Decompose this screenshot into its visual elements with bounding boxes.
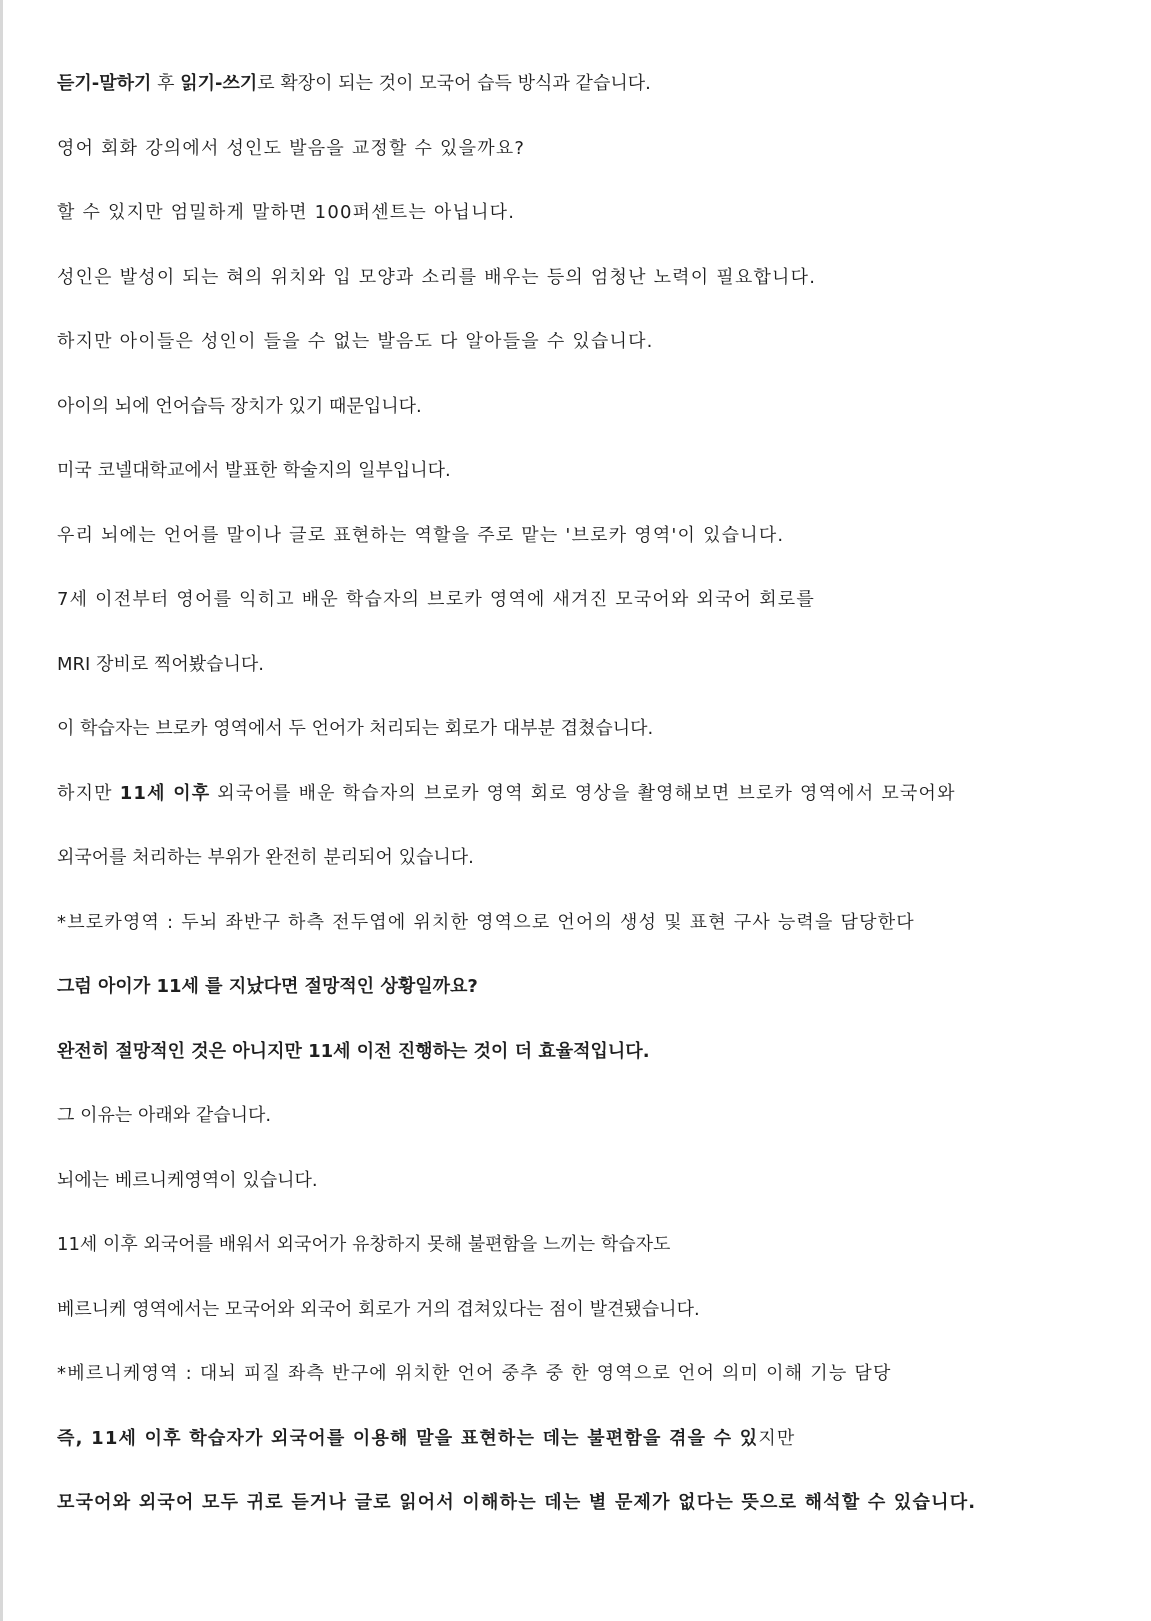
text-run: 그 이유는 아래와 같습니다. bbox=[57, 1105, 272, 1126]
text-run: 우리 뇌에는 언어를 말이나 글로 표현하는 역할을 주로 맡는 '브로카 영역'이 있습니다. bbox=[57, 524, 785, 546]
text-run: 지만 bbox=[758, 1427, 796, 1449]
paragraph-line bbox=[57, 1103, 1117, 1168]
text-run: 미국 코넬대학교에서 발표한 학술지의 일부입니다. bbox=[57, 460, 451, 481]
paragraph-line bbox=[57, 1426, 1117, 1491]
paragraph-line bbox=[57, 394, 1117, 459]
text-run: 하지만 아이들은 성인이 들을 수 없는 발음도 다 알아들을 수 있습니다. bbox=[57, 331, 654, 352]
paragraph-line bbox=[57, 1361, 1117, 1426]
paragraph-line bbox=[57, 1490, 1117, 1555]
text-run: 이 학습자는 브로카 영역에서 두 언어가 처리되는 회로가 대부분 겹쳤습니다. bbox=[57, 718, 654, 739]
bold-text-run: 그럼 아이가 11세 를 지났다면 절망적인 상황일까요? bbox=[57, 976, 478, 997]
text-run: 베르니케 영역에서는 모국어와 외국어 회로가 거의 겹쳐있다는 점이 발견됐습니다. bbox=[57, 1298, 700, 1320]
text-run: 7세 이전부터 영어를 익히고 배운 학습자의 브로카 영역에 새겨진 모국어와 외국어 회로를 bbox=[57, 589, 815, 610]
bold-text-run: 완전히 절망적인 것은 아니지만 11세 이전 진행하는 것이 더 효율적입니다. bbox=[57, 1040, 650, 1062]
paragraph-line bbox=[57, 845, 1117, 910]
paragraph-line bbox=[57, 1168, 1117, 1233]
bold-text-run: 읽기-쓰기 bbox=[180, 73, 258, 94]
paragraph-line bbox=[57, 200, 1117, 265]
text-run: 11세 이후 외국어를 배워서 외국어가 유창하지 못해 불편함을 느끼는 학습자도 bbox=[57, 1234, 671, 1255]
bold-text-run: 듣기-말하기 bbox=[57, 73, 152, 94]
text-run: 하지만 bbox=[57, 782, 120, 804]
text-run: 아이의 뇌에 언어습득 장치가 있기 때문입니다. bbox=[57, 395, 422, 417]
page-left-border bbox=[0, 0, 3, 1621]
paragraph-line bbox=[57, 458, 1117, 523]
paragraph-line bbox=[57, 910, 1117, 975]
bold-text-run: 모국어와 외국어 모두 귀로 듣거나 글로 읽어서 이해하는 데는 별 문제가 없다는 뜻으로 해석할 수 있습니다. bbox=[57, 1492, 977, 1513]
paragraph-line bbox=[57, 265, 1117, 330]
paragraph-line bbox=[57, 974, 1117, 1039]
paragraph-line bbox=[57, 136, 1117, 201]
text-run: *브로카영역 : 두뇌 좌반구 하측 전두엽에 위치한 영역으로 언어의 생성 및 표현 구사 능력을 담당한다 bbox=[57, 911, 915, 933]
bold-text-run: 즉, 11세 이후 학습자가 외국어를 이용해 말을 표현하는 데는 불편함을 겪을 수 있 bbox=[57, 1427, 759, 1449]
paragraph-line bbox=[57, 652, 1117, 717]
paragraph-line bbox=[57, 1297, 1117, 1362]
text-run: *베르니케영역 : 대뇌 피질 좌측 반구에 위치한 언어 중추 중 한 영역으로 언어 의미 이해 기능 담당 bbox=[57, 1363, 892, 1384]
paragraph-line bbox=[57, 523, 1117, 588]
document-page bbox=[57, 71, 1117, 1555]
text-run: 성인은 발성이 되는 혀의 위치와 입 모양과 소리를 배우는 등의 엄청난 노력이 필요합니다. bbox=[57, 266, 817, 288]
text-run: MRI 장비로 찍어봤습니다. bbox=[57, 653, 265, 675]
text-run: 로 확장이 되는 것이 모국어 습득 방식과 같습니다. bbox=[257, 73, 651, 94]
paragraph-line bbox=[57, 587, 1117, 652]
paragraph-line bbox=[57, 781, 1117, 846]
text-run: 할 수 있지만 엄밀하게 말하면 100퍼센트는 아닙니다. bbox=[57, 202, 516, 223]
paragraph-line bbox=[57, 329, 1117, 394]
paragraph-line bbox=[57, 71, 1117, 136]
paragraph-line bbox=[57, 1232, 1117, 1297]
paragraph-line bbox=[57, 1039, 1117, 1104]
text-run: 외국어를 배운 학습자의 브로카 영역 회로 영상을 촬영해보면 브로카 영역에서 모국어와 bbox=[210, 782, 956, 804]
bold-text-run: 11세 이후 bbox=[119, 782, 211, 804]
text-run: 영어 회화 강의에서 성인도 발음을 교정할 수 있을까요? bbox=[57, 137, 526, 159]
paragraph-line bbox=[57, 716, 1117, 781]
text-run: 뇌에는 베르니케영역이 있습니다. bbox=[57, 1169, 318, 1191]
text-run: 후 bbox=[151, 73, 181, 94]
text-run: 외국어를 처리하는 부위가 완전히 분리되어 있습니다. bbox=[57, 847, 474, 868]
